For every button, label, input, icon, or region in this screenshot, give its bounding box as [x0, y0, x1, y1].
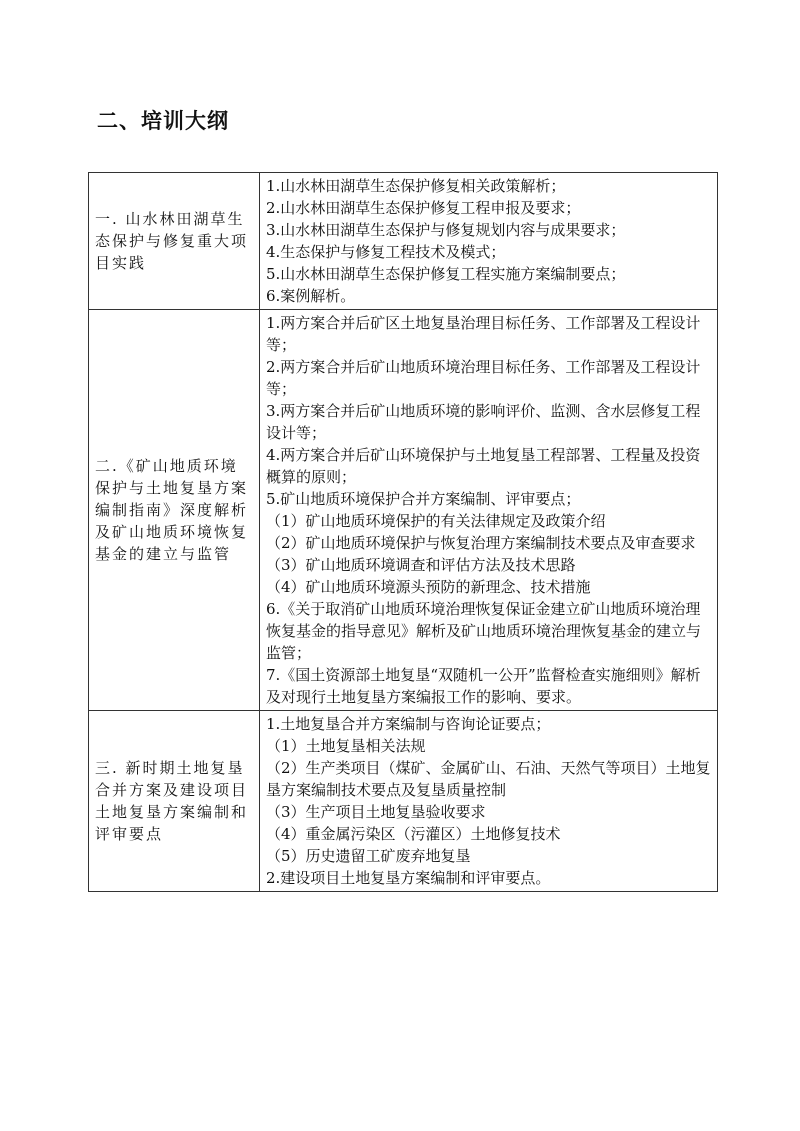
content-line: （2）生产类项目（煤矿、金属矿山、石油、天然气等项目）土地复垦方案编制技术要点及复垦质量控制	[266, 759, 711, 799]
content-line: （1）矿山地质环境保护的有关法律规定及政策介绍	[266, 512, 606, 530]
content-line: 7.《国土资源部土地复垦“双随机一公开”监督检查实施细则》解析及对现行土地复垦方案编报工作的影响、要求。	[266, 666, 701, 706]
content-cell	[260, 173, 718, 310]
content-line: 4.生态保护与修复工程技术及模式；	[266, 243, 506, 261]
topic-cell: 三. 新时期土地复垦合并方案及建设项目土地复垦方案编制和评审要点	[89, 711, 260, 892]
content-line: 5.矿山地质环境保护合并方案编制、评审要点；	[266, 490, 581, 508]
section-title: 二、培训大纲	[97, 109, 229, 133]
content-line: 2.建设项目土地复垦方案编制和评审要点。	[266, 869, 551, 887]
syllabus-table	[88, 172, 718, 892]
table-row	[89, 711, 718, 892]
content-line: 1.土地复垦合并方案编制与咨询论证要点；	[266, 715, 551, 733]
content-line: （4）重金属污染区（污灌区）土地修复技术	[266, 825, 561, 843]
content-line: （3）矿山地质环境调查和评估方法及技术思路	[266, 556, 576, 574]
content-line: 2.两方案合并后矿山地质环境治理目标任务、工作部署及工程设计等；	[266, 358, 701, 398]
content-cell	[260, 310, 718, 711]
content-line: 3.山水林田湖草生态保护与修复规划内容与成果要求；	[266, 221, 626, 239]
content-line: （5）历史遗留工矿废弃地复垦	[266, 847, 471, 865]
content-line: （1）土地复垦相关法规	[266, 737, 426, 755]
topic-cell: 一. 山水林田湖草生态保护与修复重大项目实践	[89, 173, 260, 310]
content-line: （4）矿山地质环境源头预防的新理念、技术措施	[266, 578, 591, 596]
content-line: （3）生产项目土地复垦验收要求	[266, 803, 486, 821]
topic-cell: 二.《矿山地质环境保护与土地复垦方案编制指南》深度解析及矿山地质环境恢复基金的建立与监管	[89, 310, 260, 711]
content-line: （2）矿山地质环境保护与恢复治理方案编制技术要点及审查要求	[266, 534, 696, 552]
table-row	[89, 310, 718, 711]
content-cell	[260, 711, 718, 892]
table-row	[89, 173, 718, 310]
content-line: 4.两方案合并后矿山环境保护与土地复垦工程部署、工程量及投资概算的原则；	[266, 446, 701, 486]
content-line: 1.山水林田湖草生态保护修复相关政策解析；	[266, 177, 566, 195]
content-line: 3.两方案合并后矿山地质环境的影响评价、监测、含水层修复工程设计等；	[266, 402, 701, 442]
content-line: 6.《关于取消矿山地质环境治理恢复保证金建立矿山地质环境治理恢复基金的指导意见》解析及矿山地质环境治理恢复基金的建立与监管；	[266, 600, 702, 662]
content-line: 2.山水林田湖草生态保护修复工程申报及要求；	[266, 199, 581, 217]
content-line: 6.案例解析。	[266, 287, 356, 305]
content-line: 1.两方案合并后矿区土地复垦治理目标任务、工作部署及工程设计等；	[266, 314, 701, 354]
content-line: 5.山水林田湖草生态保护修复工程实施方案编制要点；	[266, 265, 626, 283]
